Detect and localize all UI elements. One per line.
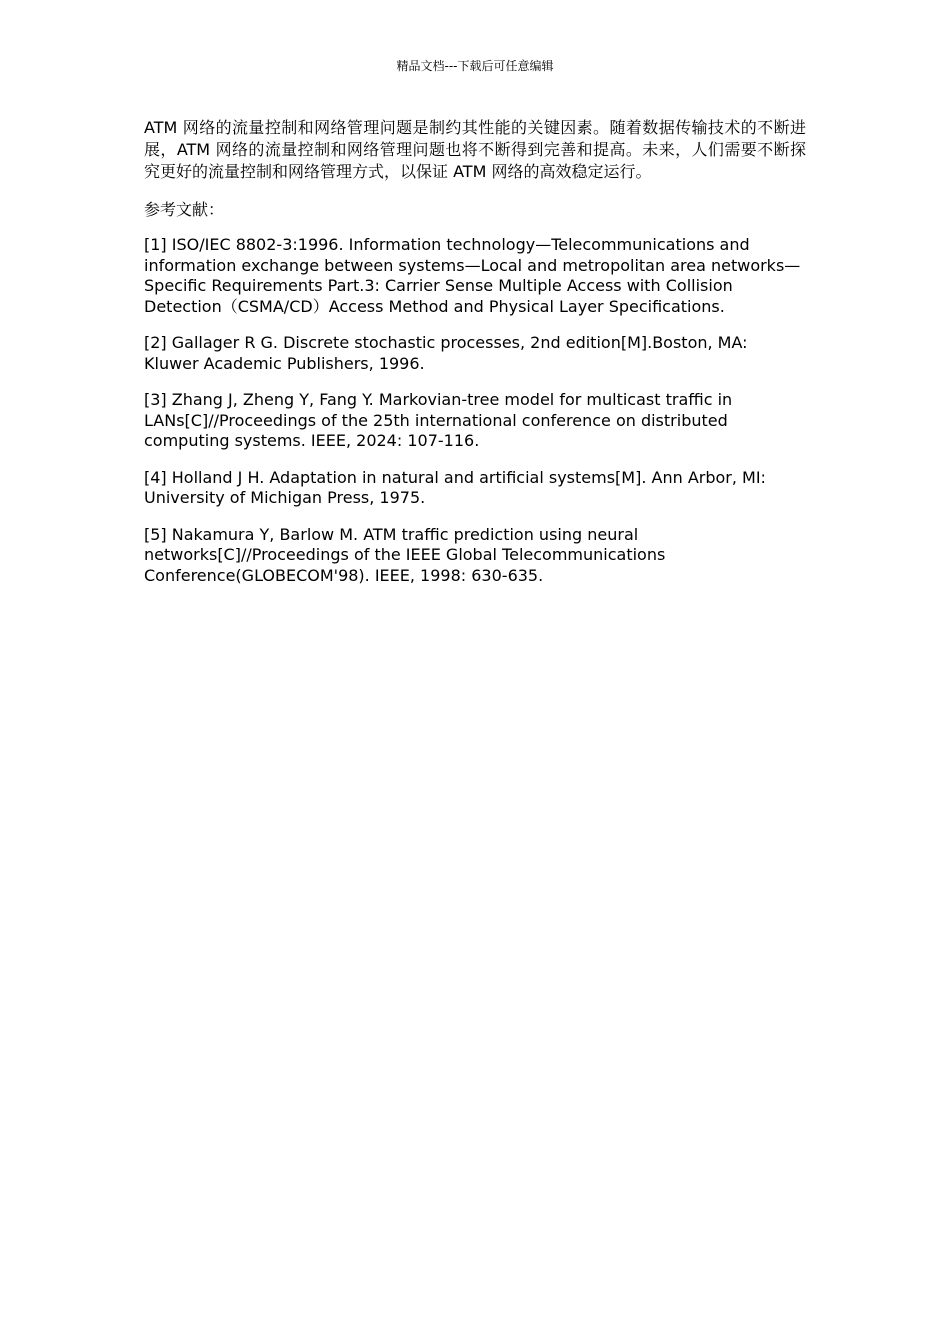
reference-item-2: [2] Gallager R G. Discrete stochastic processes, 2nd edition[M].Boston, MA: Kluwer Academic Publishers, 1996. xyxy=(144,333,748,373)
reference-list xyxy=(144,235,806,586)
page-header: 精品文档---下载后可任意编辑 xyxy=(396,59,554,73)
reference-item-1: [1] ISO/IEC 8802-3:1996. Information technology—Telecommunications and information exchange between systems—Local and metropolitan area networks—Specific Requirements Part.3: Carrier Sense Multiple Access with Collision Detection（CSMA/CD）Access Method and Physical Layer Specifications. xyxy=(144,235,801,316)
references-heading: 参考文献： xyxy=(144,200,225,219)
document-body xyxy=(144,117,806,602)
reference-item-4: [4] Holland J H. Adaptation in natural and artificial systems[M]. Ann Arbor, MI: University of Michigan Press, 1975. xyxy=(144,467,766,507)
reference-item-3: [3] Zhang J, Zheng Y, Fang Y. Markovian-tree model for multicast traffic in LANs[C]//Proceedings of the 25th international conference on distributed computing systems. IEEE, 2024: 107-116. xyxy=(144,390,733,450)
reference-item-5: [5] Nakamura Y, Barlow M. ATM traffic prediction using neural networks[C]//Proceedings of the IEEE Global Telecommunications Conference(GLOBECOM'98). IEEE, 1998: 630-635. xyxy=(144,524,666,585)
intro-paragraph: ATM 网络的流量控制和网络管理问题是制约其性能的关键因素。随着数据传输技术的不断进展，ATM 网络的流量控制和网络管理问题也将不断得到完善和提高。未来，人们需要不断探究更好的流量控制和网络管理方式，以保证 ATM 网络的高效稳定运行。 xyxy=(144,118,806,181)
